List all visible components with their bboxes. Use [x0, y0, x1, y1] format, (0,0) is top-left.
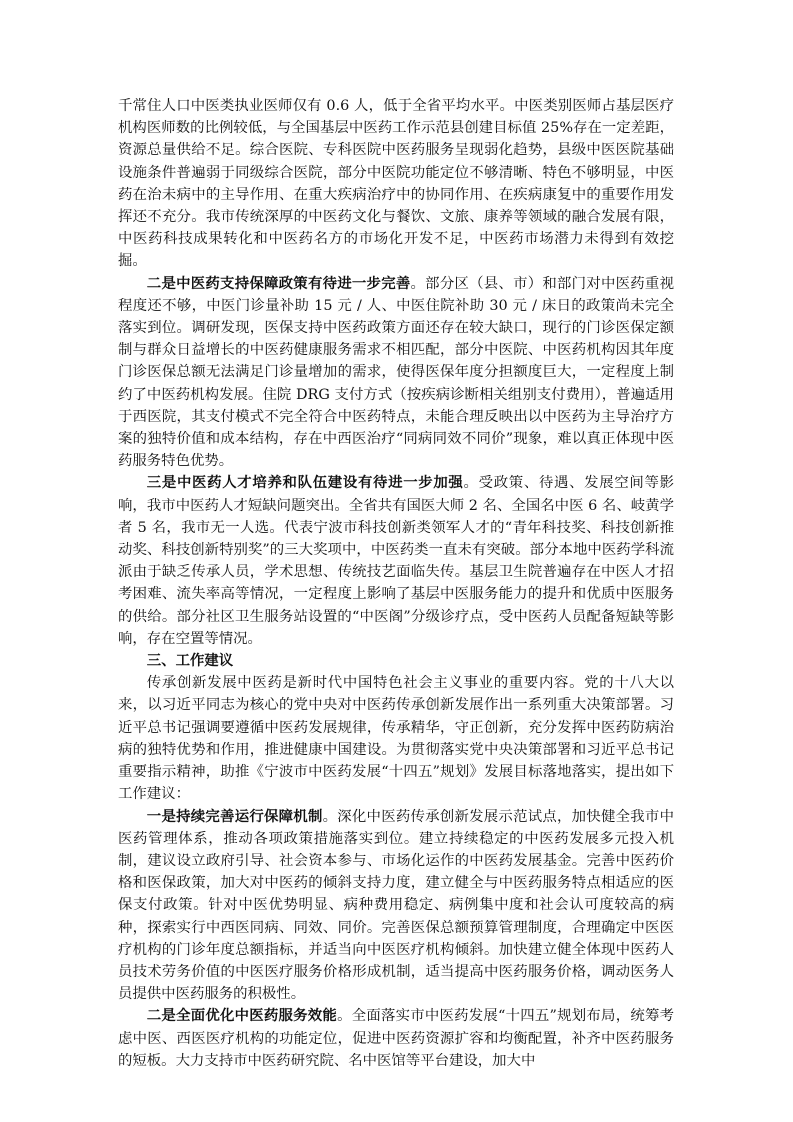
paragraph-intro-continued	[118, 95, 674, 273]
paragraph-lead: 三是中医药人才培养和队伍建设有待进一步加强	[146, 474, 464, 492]
paragraph-suggestions-intro	[118, 672, 674, 805]
paragraph-lead: 二是全面优化中医药服务效能	[146, 1007, 338, 1025]
paragraph-policy-support	[118, 273, 674, 473]
paragraph-lead: 二是中医药支持保障政策有待进一步完善	[146, 274, 411, 292]
paragraph-text: 。受政策、待遇、发展空间等影响，我市中医药人才短缺问题突出。全省共有国医大师 2 名、全国名中医 6 名、岐黄学者 5 名，我市无一人选。代表宁波市科技创新类领军人才的“青年科技奖、科技创新推动奖、科技创新特别奖”的三大奖项中，中医药类一直未有突破。部分本地中医药学科流派由于缺乏传承人员，学术思想、传统技艺面临失传。基层卫生院普遍存在中医人才招考困难、流失率高等情况，一定程度上影响了基层中医服务能力的提升和优质中医服务的供给。部分社区卫生服务站设置的“中医阁”分级诊疗点，受中医药人员配备短缺等影响，存在空置等情况。	[118, 475, 674, 647]
paragraph-text: 传承创新发展中医药是新时代中国特色社会主义事业的重要内容。党的十八大以来，以习近平同志为核心的党中央对中医药传承创新发展作出一系列重大决策部署。习近平总书记强调要遵循中医药发展规律，传承精华，守正创新，充分发挥中医药防病治病的独特优势和作用，推进健康中国建设。为贯彻落实党中央决策部署和习近平总书记重要指示精神，助推《宁波市中医药发展“十四五”规划》发展目标落地落实，提出如下工作建议：	[118, 675, 674, 803]
paragraph-text: 。深化中医药传承创新发展示范试点，加快健全我市中医药管理体系，推动各项政策措施落实到位。建立持续稳定的中医药发展多元投入机制，建议设立政府引导、社会资本参与、市场化运作的中医药发展基金。完善中医药价格和医保政策，加大对中医药的倾斜支持力度，建立健全与中医药服务特点相适应的医保支付政策。针对中医优势明显、病种费用稳定、病例集中度和社会认可度较高的病种，探索实行中西医同病、同效、同价。完善医保总额预算管理制度，合理确定中医医疗机构的门诊年度总额指标，并适当向中医医疗机构倾斜。加快建立健全体现中医药人员技术劳务价值的中医医疗服务价格形成机制，适当提高中医药服务价格，调动医务人员提供中医药服务的积极性。	[118, 808, 674, 1003]
paragraph-service-efficiency	[118, 1005, 674, 1072]
document-body	[118, 95, 674, 1072]
paragraph-text: 。部分区（县、市）和部门对中医药重视程度还不够，中医门诊量补助 15 元 / 人、中医住院补助 30 元 / 床日的政策尚未完全落实到位。调研发现，医保支持中医药政策方面还存在较大缺口，现行的门诊医保定额制与群众日益增长的中医药健康服务需求不相匹配，部分中医院、中医药机构因其年度门诊医保总额无法满足门诊量增加的需求，使得医保年度分担额度巨大，一定程度上制约了中医药机构发展。住院 DRG 支付方式（按疾病诊断相关组别支付费用），普遍适用于西医院，其支付模式不完全符合中医药特点，未能合理反映出以中医药为主导治疗方案的独特价值和成本结构，存在中西医治疗“同病同效不同价”现象，难以真正体现中医药服务特色优势。	[118, 275, 674, 470]
section-heading: 三、工作建议	[146, 652, 234, 670]
paragraph-text: 千常住人口中医类执业医师仅有 0.6 人，低于全省平均水平。中医类别医师占基层医疗机构医师数的比例较低，与全国基层中医药工作示范县创建目标值 25%存在一定差距，资源总量供给不足。综合医院、专科医院中医药服务呈现弱化趋势，县级中医医院基础设施条件普遍弱于同级综合医院，部分中医院功能定位不够清晰、特色不够明显，中医药在治未病中的主导作用、在重大疾病治疗中的协同作用、在疾病康复中的重要作用发挥还不充分。我市传统深厚的中医药文化与餐饮、文旅、康养等领域的融合发展有限，中医药科技成果转化和中医药名方的市场化开发不足，中医药市场潜力未得到有效挖掘。	[118, 98, 674, 270]
paragraph-lead: 一是持续完善运行保障机制	[146, 807, 323, 825]
paragraph-guarantee-mechanism	[118, 806, 674, 1006]
paragraph-text: 。全面落实市中医药发展“十四五”规划布局，统筹考虑中医、西医医疗机构的功能定位，促进中医药资源扩容和均衡配置，补齐中医药服务的短板。大力支持市中医药研究院、名中医馆等平台建设，加大中	[118, 1008, 674, 1069]
paragraph-talent-training	[118, 472, 674, 650]
